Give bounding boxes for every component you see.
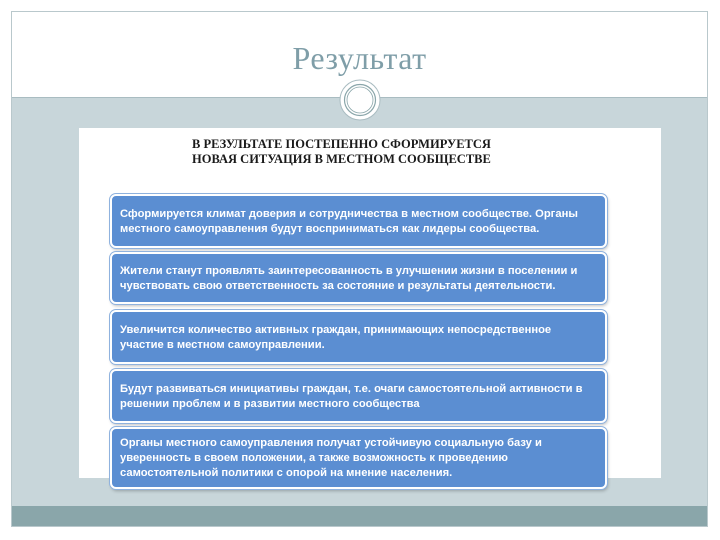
result-item-text: Будут развиваться инициативы граждан, т.е. очаги самостоятельной активности в решении проблем и в развитии местного сообщества — [120, 382, 583, 410]
result-item-text: Увеличится количество активных граждан, принимающих непосредственное участие в местном самоуправлении. — [120, 323, 552, 351]
panel-heading-line-2: НОВАЯ СИТУАЦИЯ В МЕСТНОМ СООБЩЕСТВЕ — [192, 152, 491, 166]
result-item — [110, 427, 607, 489]
slide-frame — [11, 11, 708, 527]
result-item-text: Органы местного самоуправления получат устойчивую социальную базу и уверенность в своем положении, а также возможность к проведению самостоятельной политики с опорой на мнение населения. — [120, 437, 542, 479]
content-panel — [79, 128, 661, 478]
result-item-text: Жители станут проявлять заинтересованность в улучшении жизни в поселении и чувствовать свою ответственность за состояние и результаты деятельности. — [120, 264, 578, 292]
result-item — [110, 310, 607, 364]
result-item — [110, 194, 607, 248]
panel-heading-line-1: В РЕЗУЛЬТАТЕ ПОСТЕПЕННО СФОРМИРУЕТСЯ — [192, 137, 491, 151]
slide-title: Результат — [292, 40, 427, 76]
result-item-text: Сформируется климат доверия и сотрудничества в местном сообществе. Органы местного самоуправления будут восприниматься как лидеры сообщества. — [120, 207, 578, 235]
panel-heading — [192, 137, 552, 167]
circle-ornament-icon — [338, 78, 382, 122]
result-item — [110, 369, 607, 423]
result-item — [110, 252, 607, 304]
bottom-bar — [12, 506, 707, 526]
